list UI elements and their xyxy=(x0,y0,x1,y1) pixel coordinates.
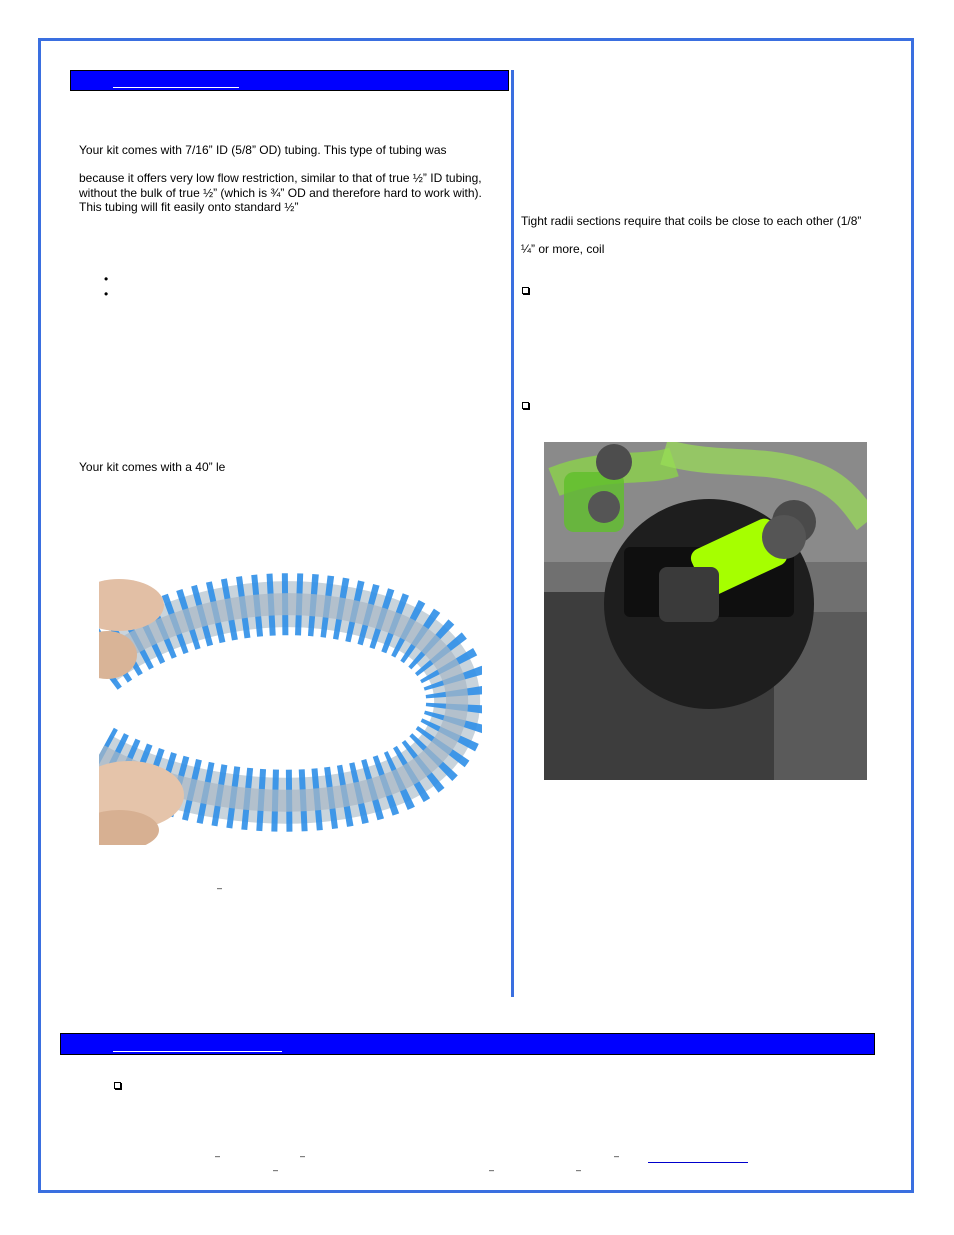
column-divider xyxy=(511,70,514,997)
coiled-tubing-image xyxy=(99,545,482,845)
bullet-point: • xyxy=(104,287,109,301)
section-header-underline xyxy=(113,87,239,88)
tubing-paragraph-line-4: This tubing will fit easily onto standard ½” xyxy=(79,200,299,214)
tubing-paragraph-line-2: because it offers very low flow restriction, similar to that of true ½” ID tubing, xyxy=(79,171,482,185)
footer-dash: – xyxy=(273,1165,279,1175)
footer-link-underline[interactable] xyxy=(648,1162,748,1163)
section-header-bar-left xyxy=(70,70,509,91)
footer-dash: – xyxy=(489,1165,495,1175)
checklist-box[interactable] xyxy=(114,1082,121,1089)
bullet-point: • xyxy=(104,272,109,286)
tubing-paragraph-line-3: without the bulk of true ½” (which is ¾” OD and therefore hard to work with). xyxy=(79,186,482,200)
tubing-paragraph-line-1: Your kit comes with 7/16” ID (5/8” OD) tubing. This type of tubing was xyxy=(79,143,447,157)
coiled-tubing-photo xyxy=(99,545,482,845)
caption-dash: – xyxy=(217,883,223,893)
section-header-underline xyxy=(113,1051,282,1052)
tight-radii-line-1: Tight radii sections require that coils be close to each other (1/8” xyxy=(521,214,862,228)
footer-dash: – xyxy=(215,1151,221,1161)
footer-dash: – xyxy=(614,1151,620,1161)
footer-dash: – xyxy=(300,1151,306,1161)
coil-length-paragraph: Your kit comes with a 40” le xyxy=(79,460,226,474)
tight-radii-line-2: ¼” or more, coil xyxy=(521,242,605,256)
footer-dash: – xyxy=(576,1165,582,1175)
checklist-box[interactable] xyxy=(522,402,529,409)
checklist-box[interactable] xyxy=(522,287,529,294)
pump-assembly-image xyxy=(544,442,867,780)
pump-assembly-photo xyxy=(544,442,867,780)
section-header-bar-bottom xyxy=(60,1033,875,1055)
